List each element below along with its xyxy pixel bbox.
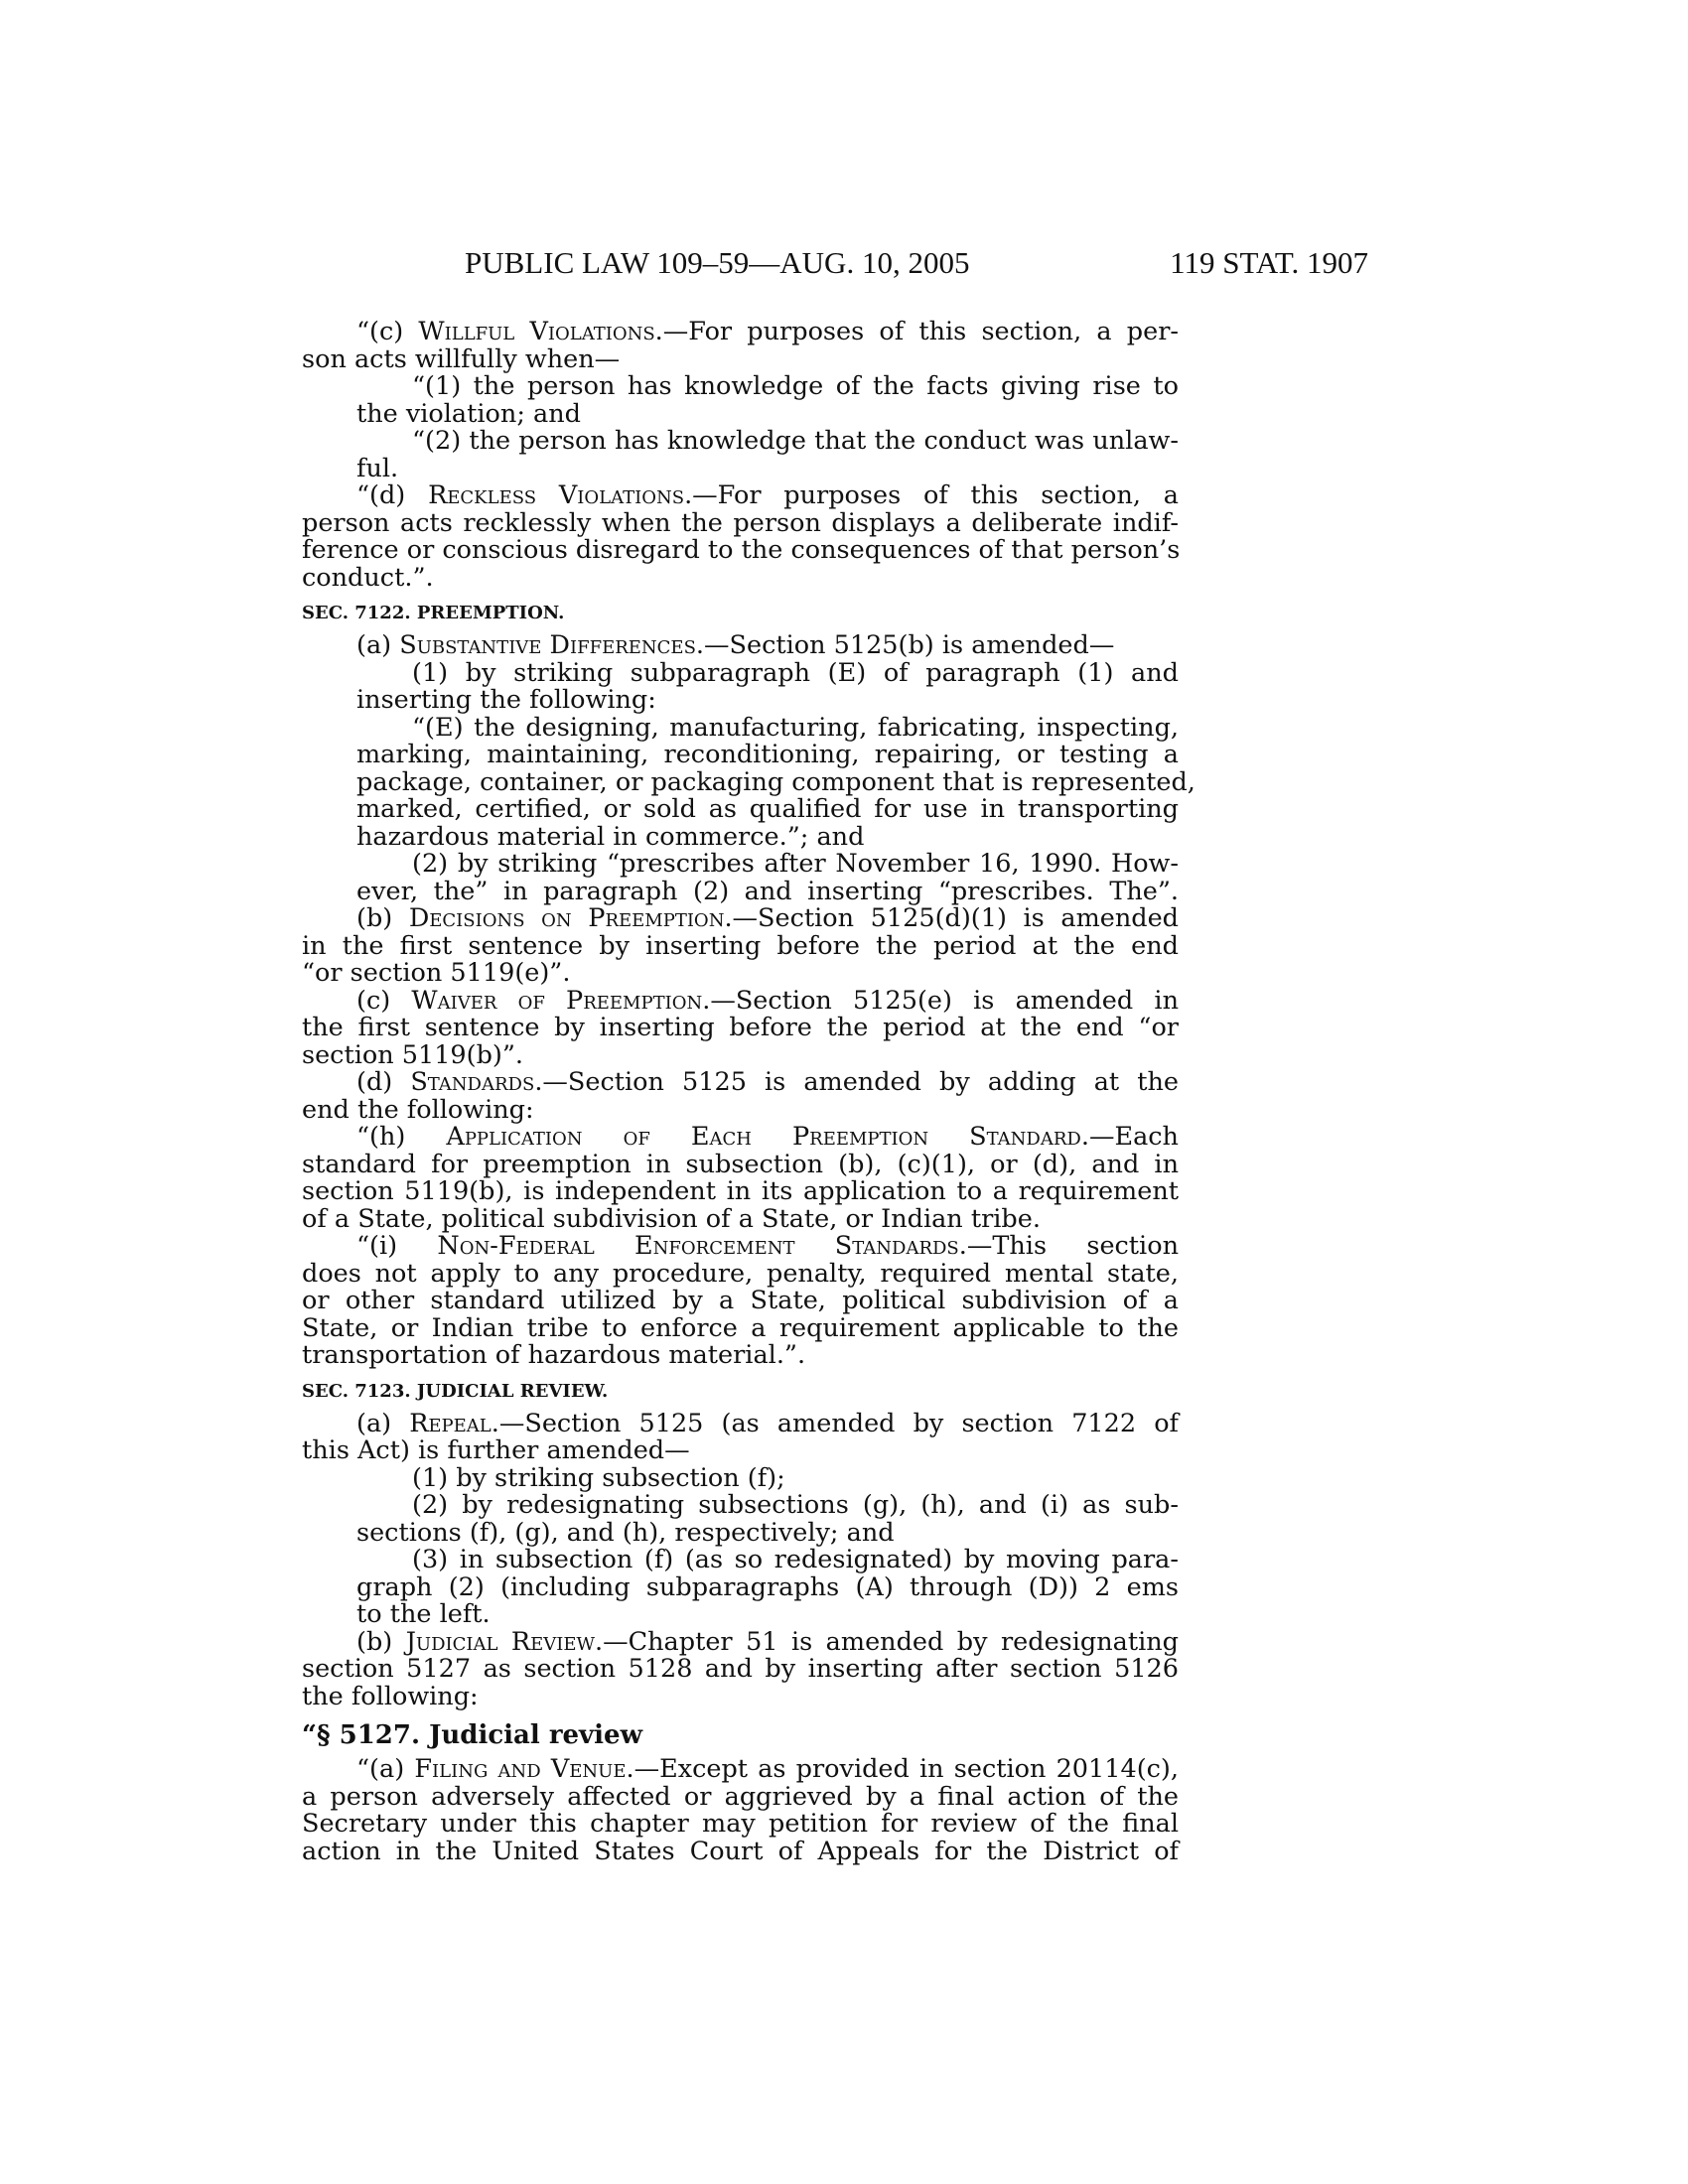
text-line: ful. [356,453,399,483]
text-line: the violation; and [356,398,581,429]
text-line: does not apply to any procedure, penalty, required mental state, [302,1258,1179,1289]
text-line: package, container, or packaging component that is represented, [356,766,1196,797]
page-citation: 119 STAT. 1907 [1170,245,1368,280]
text-line: the first sentence by inserting before the period at the end “or [302,1013,1179,1042]
text-line: section 5119(b)”. [302,1039,524,1070]
text-line: a person adversely affected or aggrieved by a final action of the [302,1781,1179,1812]
text-line: ference or conscious disregard to the consequences of that person’s [302,535,1181,565]
section-heading-7122: SEC. 7122. PREEMPTION. [302,603,565,623]
text-line: (c) Waiver of Preemption.—Section 5125(e) is amended in [356,985,1179,1016]
text-line: State, or Indian tribe to enforce a requirement applicable to the [302,1312,1179,1343]
text-line: to the left. [356,1599,491,1629]
text-line: “(h) Application of Each Preemption Standard.—Each [356,1122,1179,1152]
running-head: PUBLIC LAW 109–59—AUG. 10, 2005 [465,245,970,280]
text-line: (1) by striking subsection (f); [412,1462,785,1493]
text-line: of a State, political subdivision of a State, or Indian tribe. [302,1203,1041,1234]
text-line: “(a) Filing and Venue.—Except as provided in section 20114(c), [356,1754,1179,1784]
document-body [302,317,1196,1866]
text-line: (3) in subsection (f) (as so redesignated) by moving para- [412,1545,1179,1574]
text-line: “(2) the person has knowledge that the conduct was unlaw- [412,426,1179,456]
text-line: conduct.”. [302,562,434,593]
text-line: “(c) Willful Violations.—For purposes of this section, a per- [356,317,1180,346]
text-line: the following: [302,1681,479,1711]
text-line: section 5119(b), is independent in its application to a requirement [302,1176,1179,1206]
text-line: (1) by striking subparagraph (E) of paragraph (1) and [412,657,1179,688]
text-line: or other standard utilized by a State, political subdivision of a [302,1286,1179,1315]
text-line: (2) by redesignating subsections (g), (h), and (i) as sub- [412,1490,1179,1520]
text-line: “(E) the designing, manufacturing, fabricating, inspecting, [412,712,1179,743]
text-line: person acts recklessly when the person displays a deliberate indif- [302,507,1179,538]
text-line: marking, maintaining, reconditioning, repairing, or testing a [356,740,1179,769]
text-line: (a) Repeal.—Section 5125 (as amended by section 7122 of [356,1408,1179,1438]
text-line: (b) Decisions on Preemption.—Section 5125(d)(1) is amended [356,903,1180,933]
text-line: this Act) is further amended— [302,1435,690,1465]
text-line: standard for preemption in subsection (b), (c)(1), or (d), and in [302,1149,1179,1179]
text-line: hazardous material in commerce.”; and [356,821,865,852]
text-line: section 5127 as section 5128 and by inserting after section 5126 [302,1654,1179,1684]
text-line: sections (f), (g), and (h), respectively; and [356,1517,895,1548]
section-heading-5127: “§ 5127. Judicial review [302,1720,642,1750]
text-line: action in the United States Court of Appeals for the District of [302,1836,1179,1866]
text-line: “(d) Reckless Violations.—For purposes of this section, a [356,480,1179,510]
text-line: “(1) the person has knowledge of the facts giving rise to [412,371,1179,401]
text-line: inserting the following: [356,685,656,715]
text-line: son acts willfully when— [302,343,621,374]
text-line: (d) Standards.—Section 5125 is amended by adding at the [356,1067,1179,1097]
section-heading-7123: SEC. 7123. JUDICIAL REVIEW. [302,1380,609,1402]
text-line: marked, certified, or sold as qualified for use in transporting [356,794,1179,824]
text-line: (a) Substantive Differences.—Section 5125(b) is amended— [356,630,1115,660]
text-line: “(i) Non-Federal Enforcement Standards.—This section [356,1231,1179,1261]
text-line: end the following: [302,1094,534,1125]
text-line: “or section 5119(e)”. [302,958,571,988]
text-line: (2) by striking “prescribes after November 16, 1990. How- [412,849,1179,879]
text-line: (b) Judicial Review.—Chapter 51 is amended by redesignating [356,1626,1180,1657]
text-line: in the first sentence by inserting before the period at the end [302,930,1179,961]
text-line: ever, the” in paragraph (2) and inserting “prescribes. The”. [356,876,1179,906]
text-line: graph (2) (including subparagraphs (A) through (D)) 2 ems [356,1571,1179,1602]
page-header [0,245,1688,285]
text-line: transportation of hazardous material.”. [302,1340,806,1370]
text-line: Secretary under this chapter may petition for review of the final [302,1809,1179,1839]
